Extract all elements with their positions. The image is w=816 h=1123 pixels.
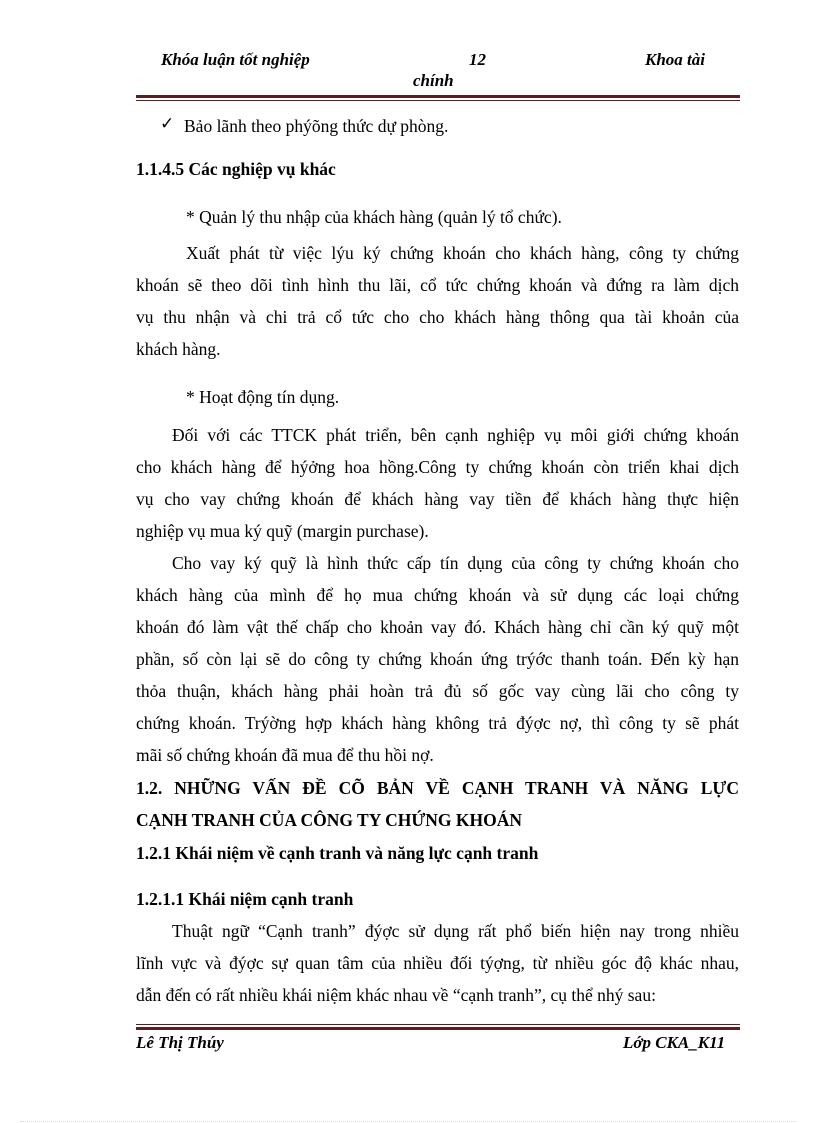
footer-rule-thick (136, 1027, 740, 1030)
paragraph-line: phần, số còn lại sẽ do công ty chứng khoán ứng trýớc thanh toán. Đến kỳ hạn (136, 649, 739, 669)
paragraph-line: Đối với các TTCK phát triển, bên cạnh nghiệp vụ môi giới chứng khoán (172, 425, 739, 445)
paragraph-line: khoán đó làm vật thế chấp cho khoản vay đó. Khách hàng chỉ cần ký quỹ một (136, 617, 739, 637)
chapter-heading: 1.2. NHỮNG VẤN ĐỀ CÕ BẢN VỀ CẠNH TRANH VÀ NĂNG LỰC (136, 778, 739, 798)
page-number: 12 (469, 50, 486, 69)
paragraph-line: khách hàng. (136, 339, 221, 359)
paragraph-line: vụ thu nhận và chi trả cổ tức cho cho khách hàng thông qua tài khoản của (136, 307, 739, 327)
paragraph-line: Cho vay ký quỹ là hình thức cấp tín dụng của công ty chứng khoán cho (172, 553, 739, 573)
bullet-item: Bảo lãnh theo phýõng thức dự phòng. (184, 116, 449, 136)
header-department-continued: chính (413, 71, 454, 90)
paragraph-line: thỏa thuận, khách hàng phải hoàn trả đủ số gốc vay cùng lãi cho công ty (136, 681, 739, 701)
paragraph-line: chứng khoán. Trýờng hợp khách hàng không trả đýợc nợ, thì công ty sẽ phát (136, 713, 739, 733)
paragraph-line: Thuật ngữ “Cạnh tranh” đýợc sử dụng rất phổ biến hiện nay trong nhiều (172, 921, 739, 941)
section-heading: 1.2.1 Khái niệm về cạnh tranh và năng lực cạnh tranh (136, 843, 539, 863)
paragraph-line: lĩnh vực và đýợc sự quan tâm của nhiều đối týợng, từ nhiều góc độ khác nhau, (136, 953, 739, 973)
header-department: Khoa tài (645, 50, 705, 69)
footer-class: Lớp CKA_K11 (623, 1033, 726, 1052)
subheading-item: * Hoạt động tín dụng. (186, 387, 340, 407)
header-rule-thin (136, 100, 740, 101)
subheading-item: * Quản lý thu nhập của khách hàng (quản lý tổ chức). (186, 207, 562, 227)
paragraph-line: khoán sẽ theo dõi tình hình thu lãi, cổ tức chứng khoán và đứng ra làm dịch (136, 275, 739, 295)
paragraph-line: Xuất phát từ việc lýu ký chứng khoán cho khách hàng, công ty chứng (186, 243, 739, 263)
paragraph-line: vụ cho vay chứng khoán để khách hàng vay tiền để khách hàng thực hiện (136, 489, 739, 509)
chapter-heading: CẠNH TRANH CỦA CÔNG TY CHỨNG KHOÁN (136, 810, 522, 830)
header-rule-thick (136, 95, 740, 98)
page-bottom-border (20, 1121, 796, 1122)
section-heading: 1.1.4.5 Các nghiệp vụ khác (136, 159, 336, 179)
checkmark-icon: ✓ (160, 114, 175, 134)
paragraph-line: khách hàng của mình để họ mua chứng khoán và sử dụng các loại chứng (136, 585, 739, 605)
footer-rule-thin (136, 1024, 740, 1025)
paragraph-line: nghiệp vụ mua ký quỹ (margin purchase). (136, 521, 429, 541)
paragraph-line: dẫn đến có rất nhiều khái niệm khác nhau về “cạnh tranh”, cụ thể nhý sau: (136, 985, 656, 1005)
footer-author: Lê Thị Thúy (136, 1033, 224, 1052)
header-title: Khóa luận tốt nghiệp (161, 50, 310, 69)
paragraph-line: cho khách hàng để hýởng hoa hồng.Công ty chứng khoán còn triển khai dịch (136, 457, 739, 477)
section-heading: 1.2.1.1 Khái niệm cạnh tranh (136, 889, 354, 909)
paragraph-line: mãi số chứng khoán đã mua để thu hồi nợ. (136, 745, 434, 765)
